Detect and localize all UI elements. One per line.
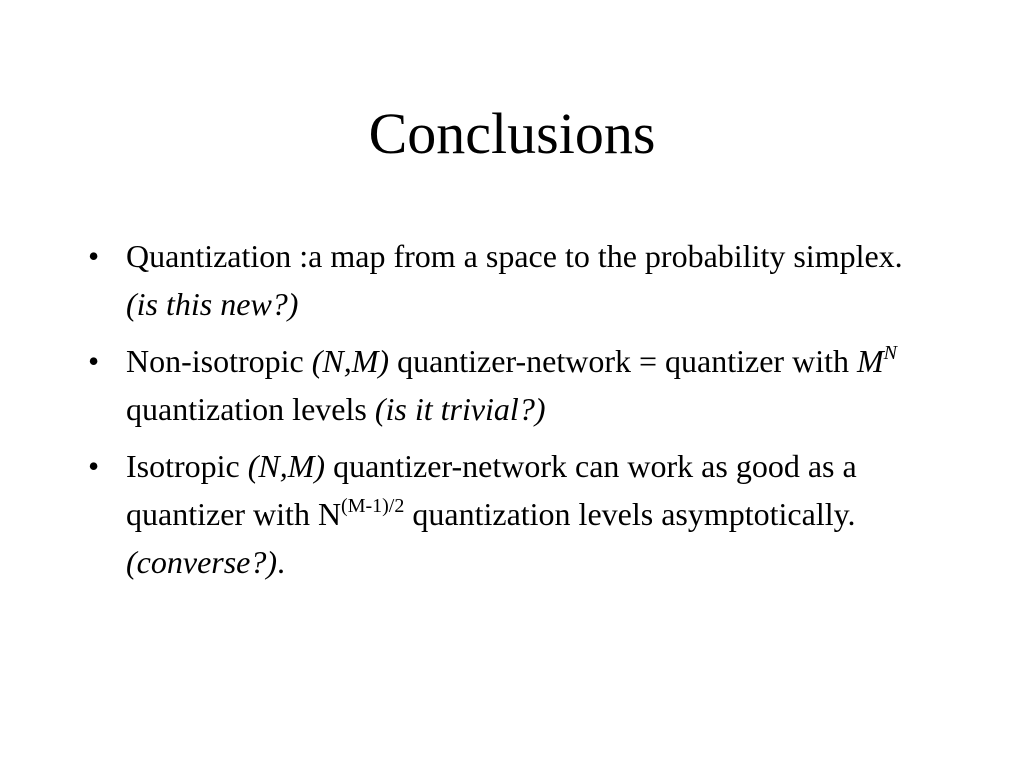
bullet-item-non-isotropic [86, 337, 916, 433]
bullet-item-quantization-map [86, 232, 916, 328]
slide-title: Conclusions [368, 101, 656, 166]
bullet-icon: • [88, 343, 100, 379]
math-exponent: (M-1)/2 [341, 495, 405, 517]
math-variable-m: M [856, 343, 884, 379]
bullet-item-isotropic [86, 442, 916, 586]
bullet-text: . [277, 544, 286, 580]
bullet-italic-question: (is it trivial?) [374, 391, 546, 427]
bullet-icon: • [88, 448, 100, 484]
bullet-text: Isotropic [126, 448, 248, 484]
bullet-list [86, 232, 916, 595]
bullet-text: quantizer-network = quantizer with [389, 343, 857, 379]
bullet-italic-question: (converse?) [126, 544, 278, 580]
bullet-text: Quantization :a map from a space to the probability simplex. [126, 238, 903, 274]
bullet-italic-question: (is this new?) [126, 286, 299, 322]
bullet-italic-params: (N,M) [247, 448, 326, 484]
math-exponent: N [883, 342, 897, 364]
bullet-icon: • [88, 238, 100, 274]
bullet-italic-params: (N,M) [311, 343, 390, 379]
bullet-text: quantization levels asymptotically. [404, 496, 856, 532]
bullet-text: quantizer-network can work as good as a quantizer with N [126, 448, 857, 532]
bullet-text: quantization levels [126, 391, 375, 427]
bullet-text: Non-isotropic [126, 343, 312, 379]
